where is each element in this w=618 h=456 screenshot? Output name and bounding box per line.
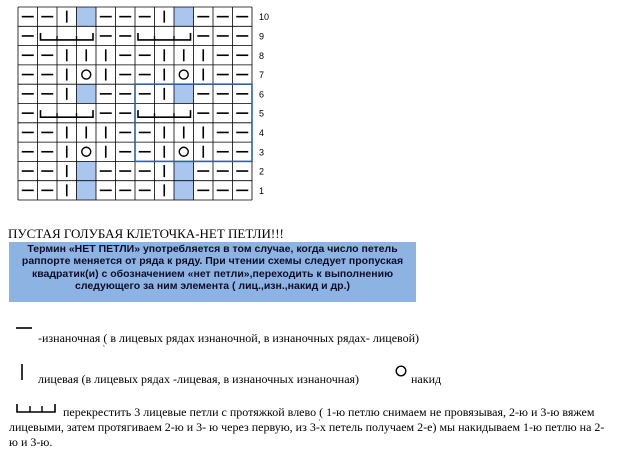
vertical-bar-icon <box>20 364 24 380</box>
note-line: раппорте меняется от ряда к ряду. При чтении схемы следует пропуская <box>21 255 404 268</box>
no-stitch-cell <box>77 7 97 26</box>
row-number: 7 <box>259 70 265 81</box>
no-stitch-cell <box>174 7 194 26</box>
row-number: 1 <box>259 185 265 196</box>
no-stitch-cell <box>174 181 194 200</box>
legend-purl: -изнаночная ( в лицевых рядах изнаночной, в изнаночных рядах- лицевой) <box>38 331 420 345</box>
yarnover-symbol <box>82 147 91 156</box>
note-line: следующего за ним элемента ( лиц.,изн.,накид и др.) <box>74 280 351 293</box>
row-number: 9 <box>259 31 265 42</box>
no-stitch-note <box>9 242 416 302</box>
no-stitch-cell <box>77 161 97 180</box>
cross-3-symbol <box>41 110 94 117</box>
no-stitch-cell <box>174 161 194 180</box>
row-number: 4 <box>259 127 265 138</box>
row-number: 10 <box>259 12 270 23</box>
legend-knit: лицевая (в лицевых рядах -лицевая, в изнаночных изнаночная) <box>38 372 360 386</box>
yarnover-symbol <box>82 70 91 79</box>
knitting-chart <box>0 0 618 210</box>
row-number: 2 <box>259 166 265 177</box>
note-line: квадратик(и) с обозначением «нет петли»,переходить к выполнению <box>31 267 394 280</box>
note-line: Термин «НЕТ ПЕТЛИ» употребляется в том случае, когда число петель <box>27 243 398 255</box>
no-stitch-cell <box>174 84 194 103</box>
circle-icon <box>395 365 407 377</box>
no-stitch-cell <box>77 84 97 103</box>
yarnover-symbol <box>179 147 188 156</box>
legend-cross: перекрестить 3 лицевые петли с протяжкой влево ( 1-ю петлю снимаем не провязывая, 2-ю и 3-ю вяжем лицевыми, затем протягиваем 2-ю и 3- ю через первую, из 3-х петель получаем 2-е) мы накидываем 1-ю петлю на 2-ю и 3-ю. <box>9 405 605 449</box>
row-number: 6 <box>259 89 265 100</box>
no-stitch-cell <box>77 181 97 200</box>
dash-icon <box>16 325 32 331</box>
legend-yarnover: накид <box>411 372 442 386</box>
cross-3-symbol <box>138 110 191 117</box>
no-stitch-heading: ПУСТАЯ ГОЛУБАЯ КЛЕТОЧКА-НЕТ ПЕТЛИ!!! <box>8 226 284 241</box>
cross-3-symbol <box>41 33 94 40</box>
row-number: 5 <box>259 108 265 119</box>
row-number: 8 <box>259 50 265 61</box>
cross-3-symbol <box>138 33 191 40</box>
yarnover-symbol <box>179 70 188 79</box>
row-number: 3 <box>259 147 265 158</box>
